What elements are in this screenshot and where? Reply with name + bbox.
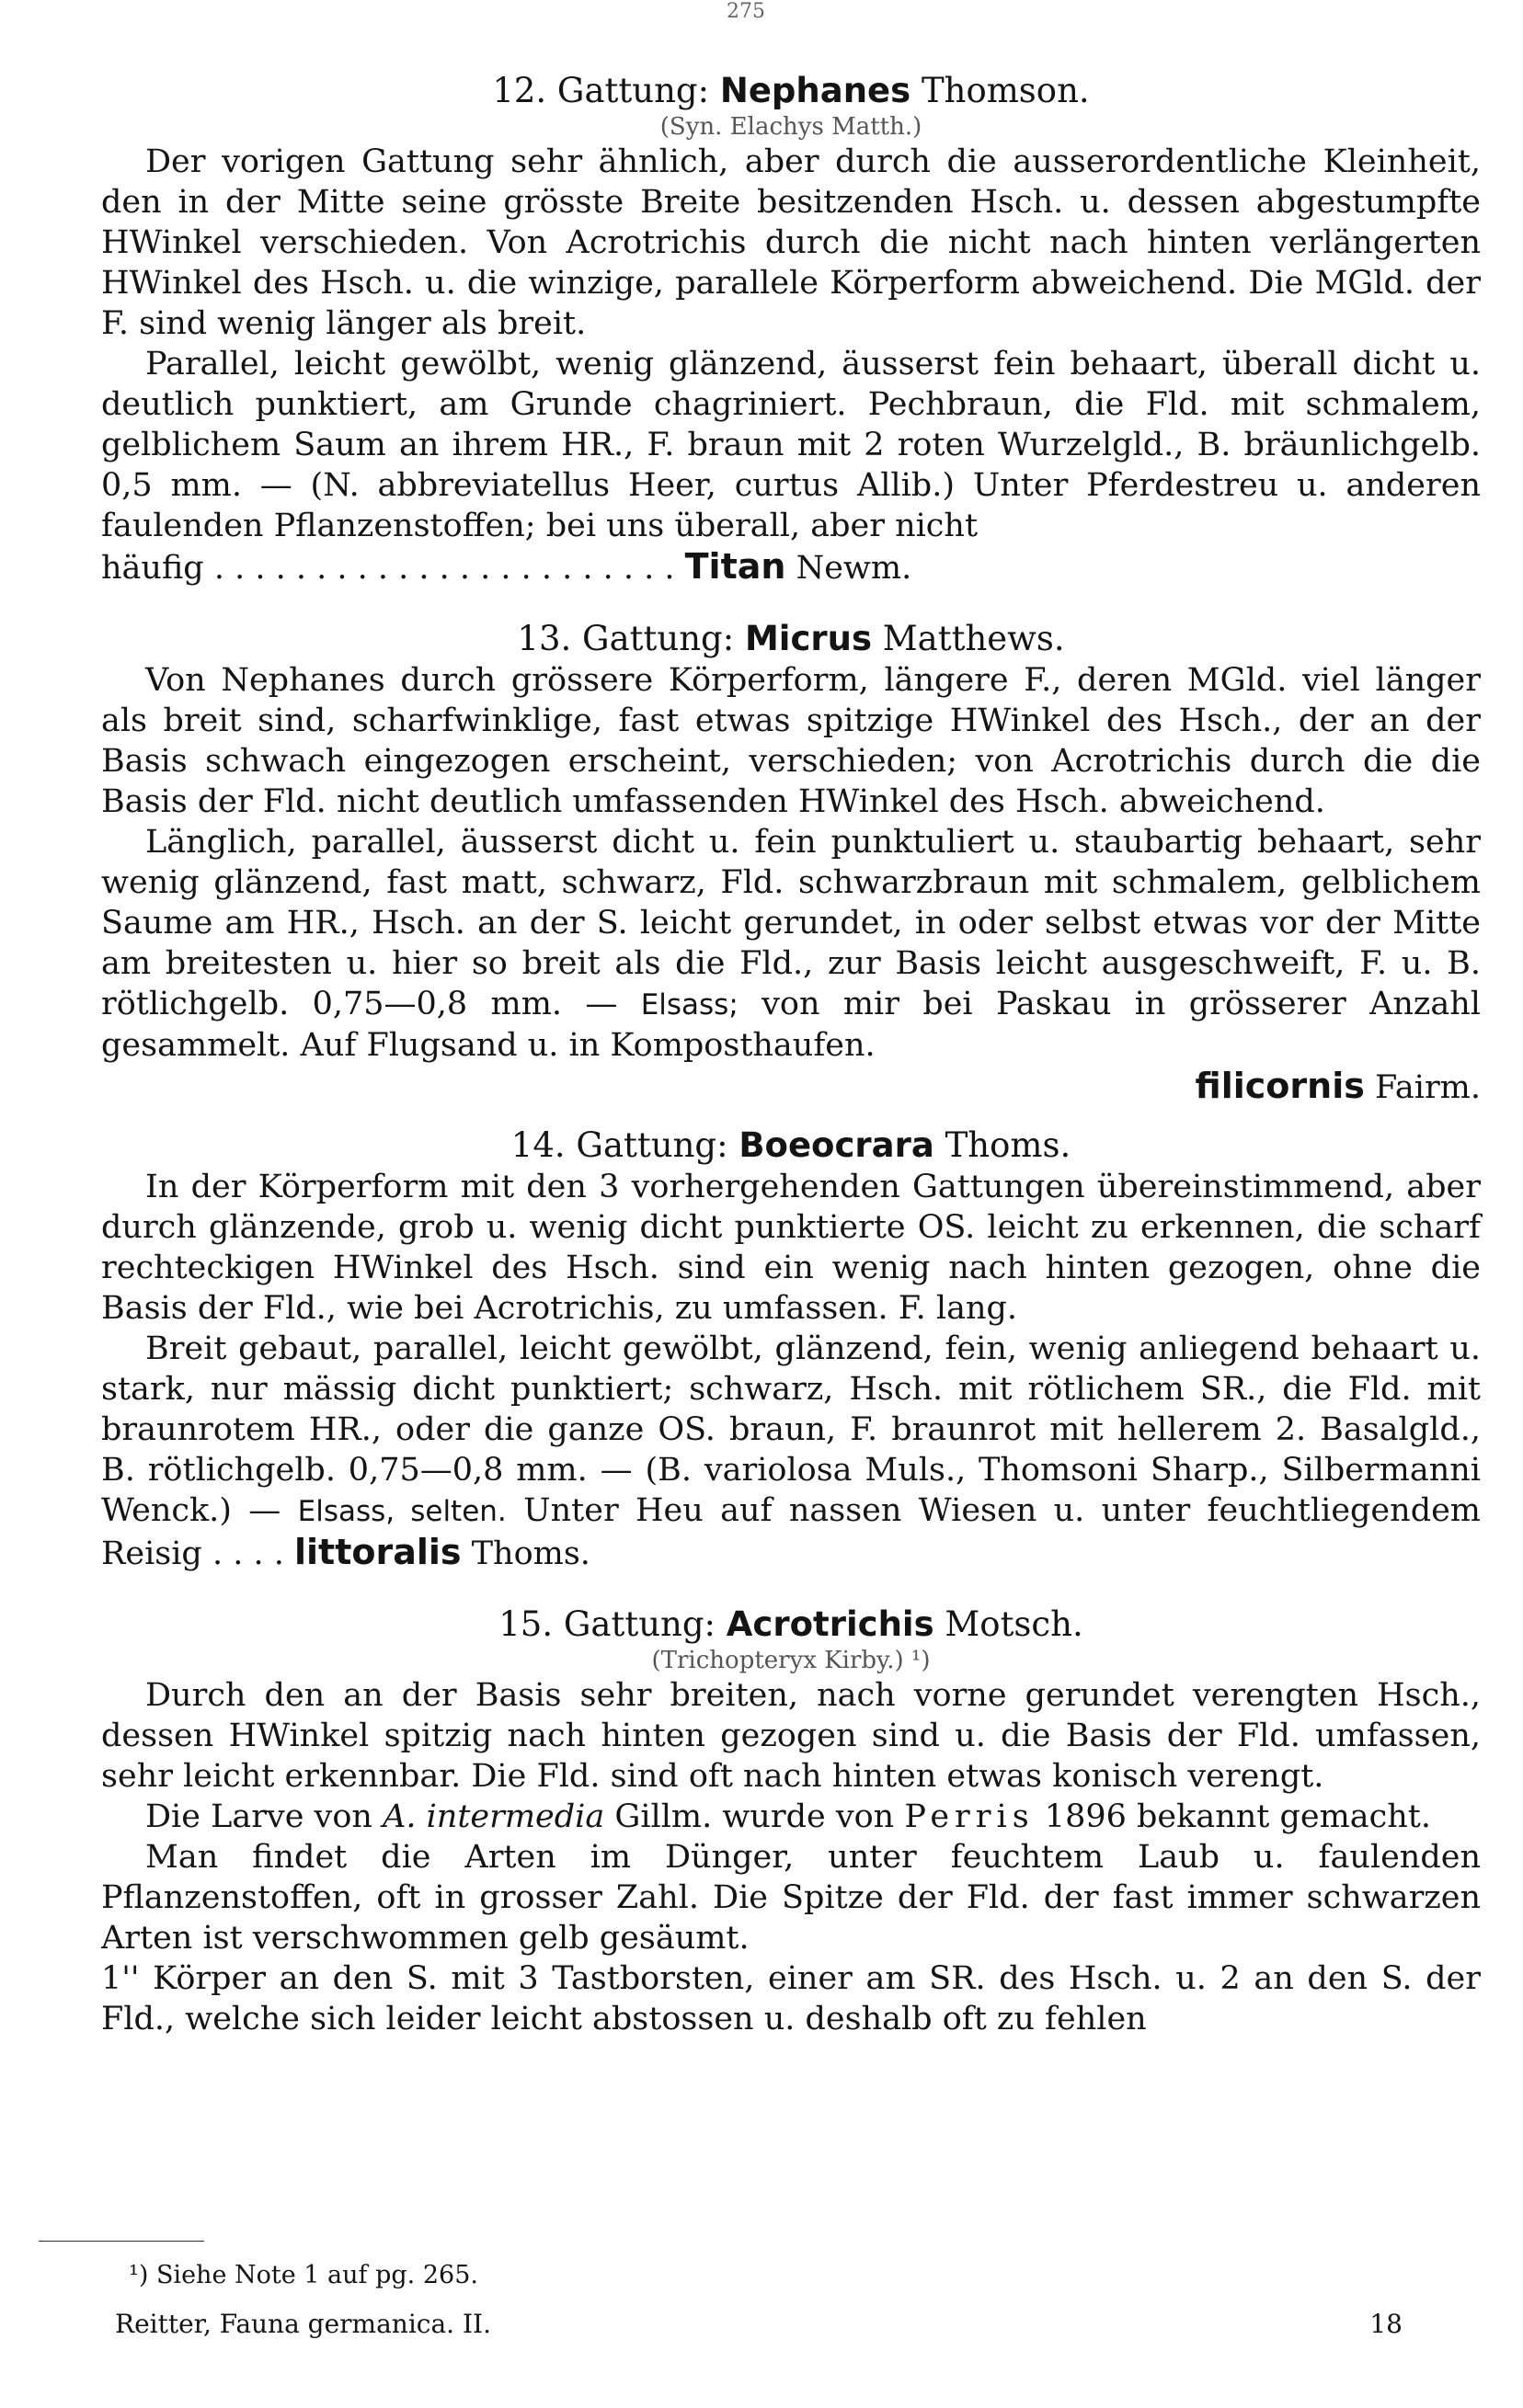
habitat-end: häufig [101,550,204,587]
synonym: (Syn. Elachys Matth.) [659,113,922,141]
genus-author: Motsch. [945,1604,1083,1644]
species-author: Newm. [796,550,912,587]
leader-dots: . . . . . . . . . . . . . . . . . . . . . . . [213,550,675,587]
diagnosis-text-end: von mir bei Paskau in grösserer Anzahl gesammelt. Auf Flugsand u. in Komposthaufen. [101,986,1481,1064]
section-12-description: Der vorigen Gattung sehr ähnlich, aber durch die ausserordentliche Kleinheit, den in der Mitte seine grösste Breite besitzenden Hsch. u. dessen abgestumpfte HWinkel verschieden. Von Acrotrichis durch die nicht nach hinten verlängerten HWinkel des Hsch. u. die winzige, parallele Körperform abweichend. Die MGld. der F. sind wenig länger als breit. [101,143,1481,342]
genus-name: Nephanes [719,71,911,110]
section-number: 12. Gattung: [492,71,710,110]
leader-dots: . . . . [212,1535,284,1572]
section-15-habitat: Man findet die Arten im Dünger, unter feuchtem Laub u. faulenden Pflanzenstoffen, oft in grosser Zahl. Die Spitze der Fld. der fast immer schwarzen Arten ist verschwommen gelb gesäumt. [101,1839,1481,1957]
footnote: ¹) Siehe Note 1 auf pg. 265. [129,2261,478,2289]
section-14-diagnosis [101,1329,1481,1574]
section-14-description: In der Körperform mit den 3 vorhergehenden Gattungen übereinstimmend, aber durch glänzende, grob u. wenig dicht punktierte OS. leicht zu erkennen, die scharf rechteckigen HWinkel des Hsch. sind ein wenig nach hinten gezogen, ohne die Basis der Fld., wie bei Acrotrichis, zu umfassen. F. lang. [101,1169,1481,1327]
species-name: Titan [684,546,786,587]
section-13-species-line [101,1066,1481,1108]
diagnosis-text-end: Unter Heu auf nassen Wiesen u. unter feuchtliegendem Reisig [101,1492,1481,1572]
section-14-heading [101,1124,1481,1167]
section-15-description: Durch den an der Basis sehr breiten, nach vorne gerundet verengten Hsch., dessen HWinkel spitzig nach hinten gezogen sind u. die Basis der Fld. umfassen, sehr leicht erkennbar. Die Fld. sind oft nach hinten etwas konisch verengt. [101,1677,1481,1795]
genus-author: Matthews. [882,619,1065,658]
main-text [101,53,1481,2039]
species-name: A. intermedia [383,1798,605,1835]
species-name: filicornis [1195,1066,1365,1106]
genus-name: Micrus [744,619,872,658]
section-12-heading [101,70,1481,112]
diagnosis-text: Breit gebaut, parallel, leicht gewölbt, glänzend, fein, wenig anliegend behaart u. stark, nur mässig dicht punktiert; schwarz, Hsch. mit rötlichem SR., die Fld. mit braunrotem HR., oder die ganze OS. braun, F. braunrot mit hellerem 2. Basalgld., B. rötlichgelb. 0,75—0,8 mm. — (B. variolosa Muls., Thomsoni Sharp., Silbermanni Wenck.) — [101,1330,1481,1529]
genus-author: Thoms. [945,1125,1071,1165]
key-couplet-1: 1'' Körper an den S. mit 3 Tastborsten, einer am SR. des Hsch. u. 2 an den S. der Fld., welche sich leider leicht abstossen u. deshalb oft zu fehlen [101,1960,1481,2037]
synonym: (Trichopteryx Kirby.) ¹) [651,1647,931,1674]
section-number: 15. Gattung: [498,1604,716,1644]
section-12-species-line [101,546,1481,588]
author-name: Perris [904,1798,1035,1835]
genus-name: Boeocrara [739,1125,934,1165]
footnote-rule [39,2241,204,2242]
section-13-diagnosis [101,822,1481,1066]
genus-name: Acrotrichis [726,1604,934,1644]
species-author: Thoms. [471,1535,590,1572]
section-15-larva [101,1797,1481,1837]
locality: Elsass, selten. [297,1495,507,1528]
section-number: 13. Gattung: [517,619,735,658]
section-12-diagnosis: Parallel, leicht gewölbt, wenig glänzend, äusserst fein behaart, überall dicht u. deutlich punktiert, am Grunde chagriniert. Pechbraun, die Fld. mit schmalem, gelblichem Saum an ihrem HR., F. braun mit 2 roten Wurzelgld., B. bräunlichgelb. 0,5 mm. — (N. abbreviatellus Heer, curtus Allib.) Unter Pferdestreu u. anderen faulenden Pflanzenstoffen; bei uns überall, aber nicht [101,346,1481,544]
section-number: 14. Gattung: [510,1125,728,1165]
top-page-number: 275 [727,0,765,23]
section-13-heading [101,618,1481,660]
locality: Elsass; [640,988,739,1021]
genus-author: Thomson. [921,71,1090,110]
larva-text: Die Larve von [145,1798,372,1835]
diagnosis-text: Länglich, parallel, äusserst dicht u. fein punktuliert u. staubartig behaart, sehr wenig glänzend, fast matt, schwarz, Fld. schwarzbraun mit schmalem, gelblichem Saume am HR., Hsch. an der S. leicht gerundet, in oder selbst etwas vor der Mitte am breitesten u. hier so breit als die Fld., zur Basis leicht ausgeschweift, F. u. B. rötlichgelb. 0,75—0,8 mm. — [101,824,1481,1022]
footer-citation: Reitter, Fauna germanica. II. [115,2309,491,2339]
page-number: 18 [1369,2309,1403,2339]
species-name: littoralis [294,1532,462,1572]
species-author: Fairm. [1374,1069,1481,1106]
page-footer [115,2308,1403,2341]
larva-text-mid: Gillm. wurde von [614,1798,895,1835]
section-13-description: Von Nephanes durch grössere Körperform, längere F., deren MGld. viel länger als breit sind, scharfwinklige, fast etwas spitzige HWinkel des Hsch., der an der Basis schwach eingezogen erscheint, verschieden; von Acrotrichis durch die die Basis der Fld. nicht deutlich umfassenden HWinkel des Hsch. abweichend. [101,662,1481,820]
larva-text-end: 1896 bekannt gemacht. [1044,1798,1431,1835]
section-15-heading [101,1603,1481,1646]
